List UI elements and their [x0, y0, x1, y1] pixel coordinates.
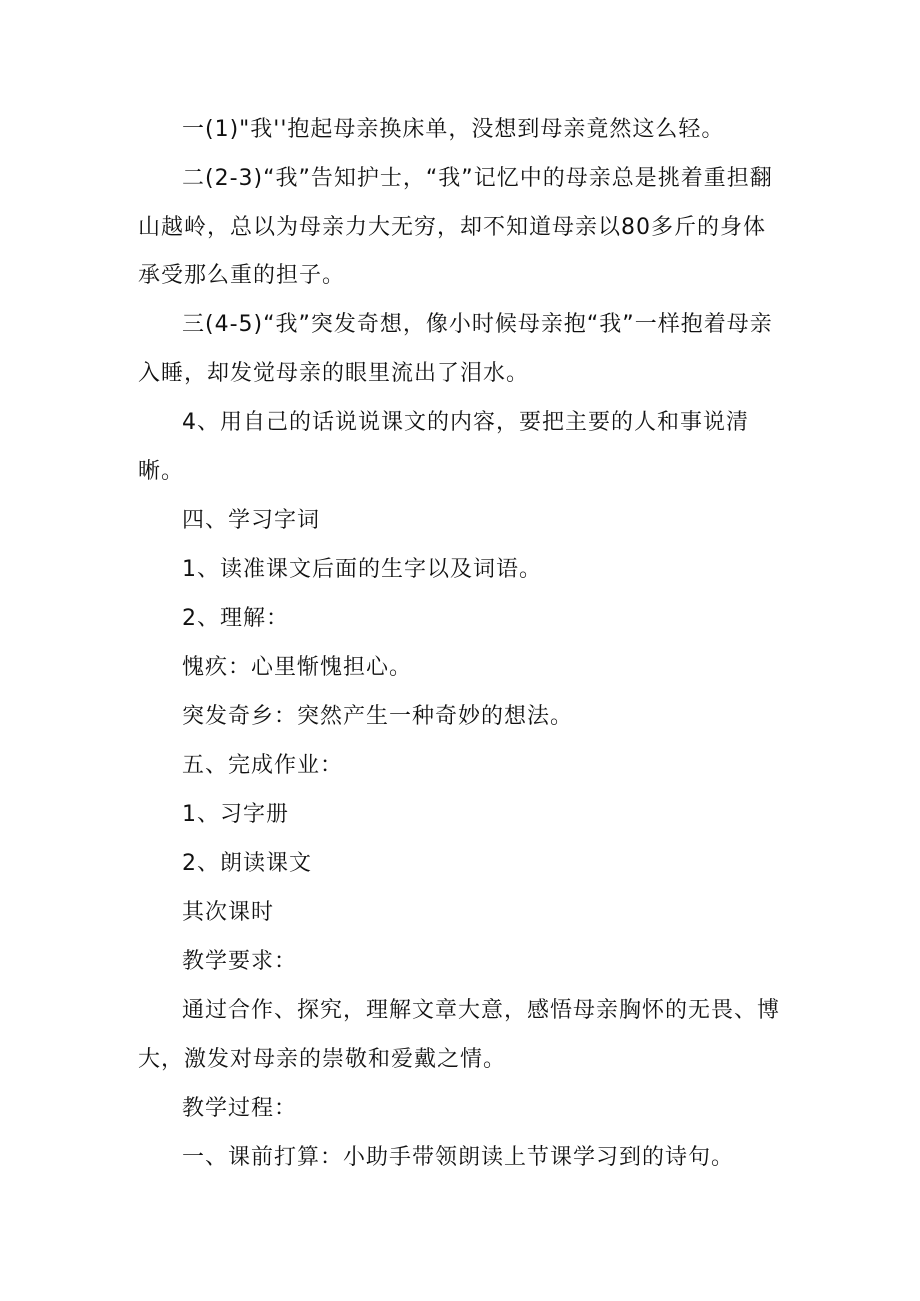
definition-kuijiu: 愧疚：心里惭愧担心。: [182, 655, 413, 680]
paragraph-section-one: 一(1)"我''抱起母亲换床单，没想到母亲竟然这么轻。: [182, 117, 725, 142]
paragraph-section-three: 三(4-5)“我”突发奇想，像小时候母亲抱“我”一样抱着母亲入睡，却发觉母亲的眼里流出了泪水。: [138, 312, 773, 386]
homework-item-read-aloud: 2、朗读课文: [182, 851, 312, 876]
paragraph-read-characters: 1、读准课文后面的生字以及词语。: [182, 557, 542, 582]
paragraph-retell-task: 4、用自己的话说说课文的内容，要把主要的人和事说清晰。: [138, 410, 749, 484]
heading-second-lesson: 其次课时: [182, 900, 275, 925]
heading-learn-words: 四、学习字词: [182, 508, 321, 533]
paragraph-pre-class-preparation: 一、课前打算：小助手带领朗读上节课学习到的诗句。: [182, 1145, 735, 1170]
homework-item-copybook: 1、习字册: [182, 802, 289, 827]
heading-teaching-requirements: 教学要求：: [182, 949, 298, 974]
paragraph-requirements: 通过合作、探究，理解文章大意，感悟母亲胸怀的无畏、博大，激发对母亲的崇敬和爱戴之情。: [138, 998, 781, 1072]
heading-homework: 五、完成作业：: [182, 753, 344, 778]
paragraph-section-two: 二(2-3)“我”告知护士，“我”记忆中的母亲总是挑着重担翻山越岭，总以为母亲力大无穷，却不知道母亲以80多斤的身体承受那么重的担子。: [138, 166, 773, 288]
definition-tufaqixiang: 突发奇乡：突然产生一种奇妙的想法。: [182, 704, 574, 729]
paragraph-understand: 2、理解：: [182, 606, 289, 631]
heading-teaching-process: 教学过程：: [182, 1096, 298, 1121]
